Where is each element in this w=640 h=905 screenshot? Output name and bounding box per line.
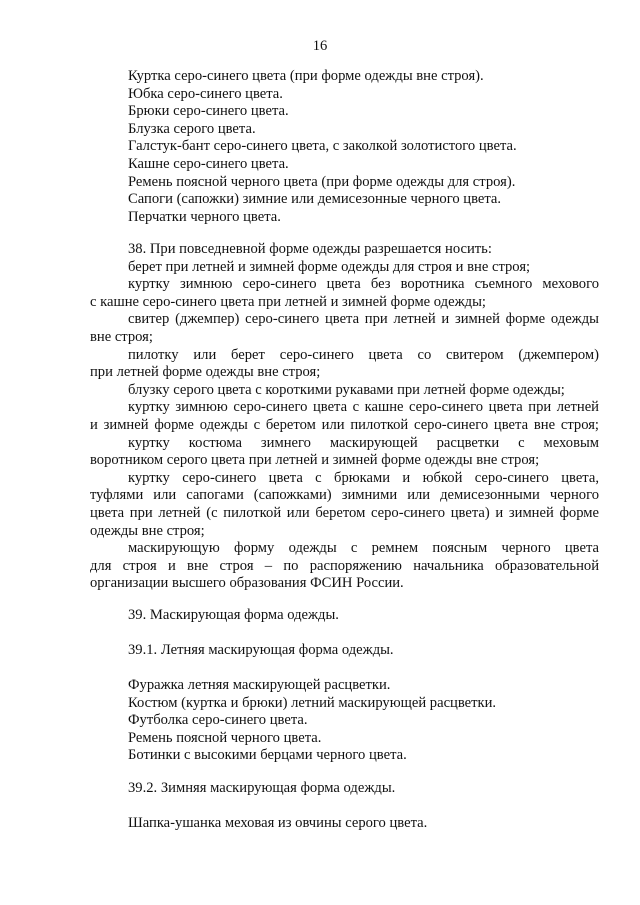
paragraph-line: берет при летней и зимней форме одежды для строя и вне строя; — [128, 258, 531, 275]
paragraph-line: для строя и вне строя – по распоряжению начальника образовательной — [90, 557, 599, 574]
list-item: Фуражка летняя маскирующей расцветки. — [128, 677, 391, 693]
paragraph-line: с кашне серо-синего цвета при летней и зимней форме одежды; — [90, 293, 486, 310]
paragraph-line: воротником серого цвета при летней и зимней форме одежды вне строя; — [90, 452, 540, 469]
paragraph-line: и зимней форме одежды с беретом или пилоткой серо-синего цвета вне строя; — [90, 416, 599, 433]
paragraph-line: цвета при летней (с пилоткой или беретом серо-синего цвета) и зимней форме — [90, 504, 599, 521]
paragraph-line: при летней форме одежды вне строя; — [90, 364, 321, 381]
paragraph-line: пилотку или берет серо-синего цвета со свитером (джемпером) — [128, 346, 599, 363]
list-item: Блузка серого цвета. — [128, 120, 256, 137]
section-39 — [90, 607, 599, 625]
section-39-1 — [90, 642, 599, 660]
paragraph-line: туфлями или сапогами (сапожками) зимними или демисезонными черного — [90, 487, 599, 504]
list-item: Юбка серо-синего цвета. — [128, 85, 283, 102]
list-item: Ремень поясной черного цвета (при форме одежды для строя). — [128, 173, 516, 190]
paragraph-line: маскирующую форму одежды с ремнем поясным черного цвета — [128, 540, 599, 557]
subsection-heading: 39.1. Летняя маскирующая форма одежды. — [128, 642, 394, 658]
paragraph-line: вне строя; — [90, 328, 153, 345]
section-39-2 — [90, 780, 599, 798]
list-item: Брюки серо-синего цвета. — [128, 103, 289, 120]
paragraph-line: блузку серого цвета с короткими рукавами при летней форме одежды; — [128, 381, 565, 398]
list-item: Шапка-ушанка меховая из овчины серого цвета. — [128, 815, 428, 831]
paragraph-line: свитер (джемпер) серо-синего цвета при летней и зимней форме одежды — [128, 311, 599, 328]
list-item: Ремень поясной черного цвета. — [128, 729, 322, 746]
list-item: Куртка серо-синего цвета (при форме одежды вне строя). — [128, 68, 484, 84]
section-38 — [90, 241, 599, 593]
paragraph-line: куртку зимнюю серо-синего цвета с кашне серо-синего цвета при летней — [128, 399, 599, 416]
list-item: Кашне серо-синего цвета. — [128, 155, 289, 172]
paragraph-line: куртку костюма зимнего маскирующей расцветки с меховым — [128, 434, 599, 451]
paragraph-line: одежды вне строя; — [90, 522, 205, 539]
list-item: Костюм (куртка и брюки) летний маскирующей расцветки. — [128, 694, 497, 711]
list-item: Перчатки черного цвета. — [128, 208, 281, 225]
list-item: Галстук-бант серо-синего цвета, с заколкой золотистого цвета. — [128, 138, 517, 155]
list-item: Сапоги (сапожки) зимние или демисезонные черного цвета. — [128, 191, 502, 208]
section-heading: 38. При повседневной форме одежды разрешается носить: — [128, 241, 492, 257]
paragraph-line: куртку зимнюю серо-синего цвета без воротника съемного мехового — [128, 276, 599, 293]
page-number: 16 — [312, 38, 328, 54]
list-item: Футболка серо-синего цвета. — [128, 712, 308, 729]
paragraph-line: куртку серо-синего цвета с брюками и юбкой серо-синего цвета, — [128, 469, 599, 486]
paragraph-line: организации высшего образования ФСИН России. — [90, 575, 404, 592]
subsection-heading: 39.2. Зимняя маскирующая форма одежды. — [128, 780, 396, 796]
winter-camo-items-list — [90, 815, 599, 833]
uniform-items-list — [90, 68, 599, 226]
section-heading: 39. Маскирующая форма одежды. — [128, 607, 339, 623]
summer-camo-items-list — [90, 677, 599, 765]
list-item: Ботинки с высокими берцами черного цвета. — [128, 747, 407, 764]
